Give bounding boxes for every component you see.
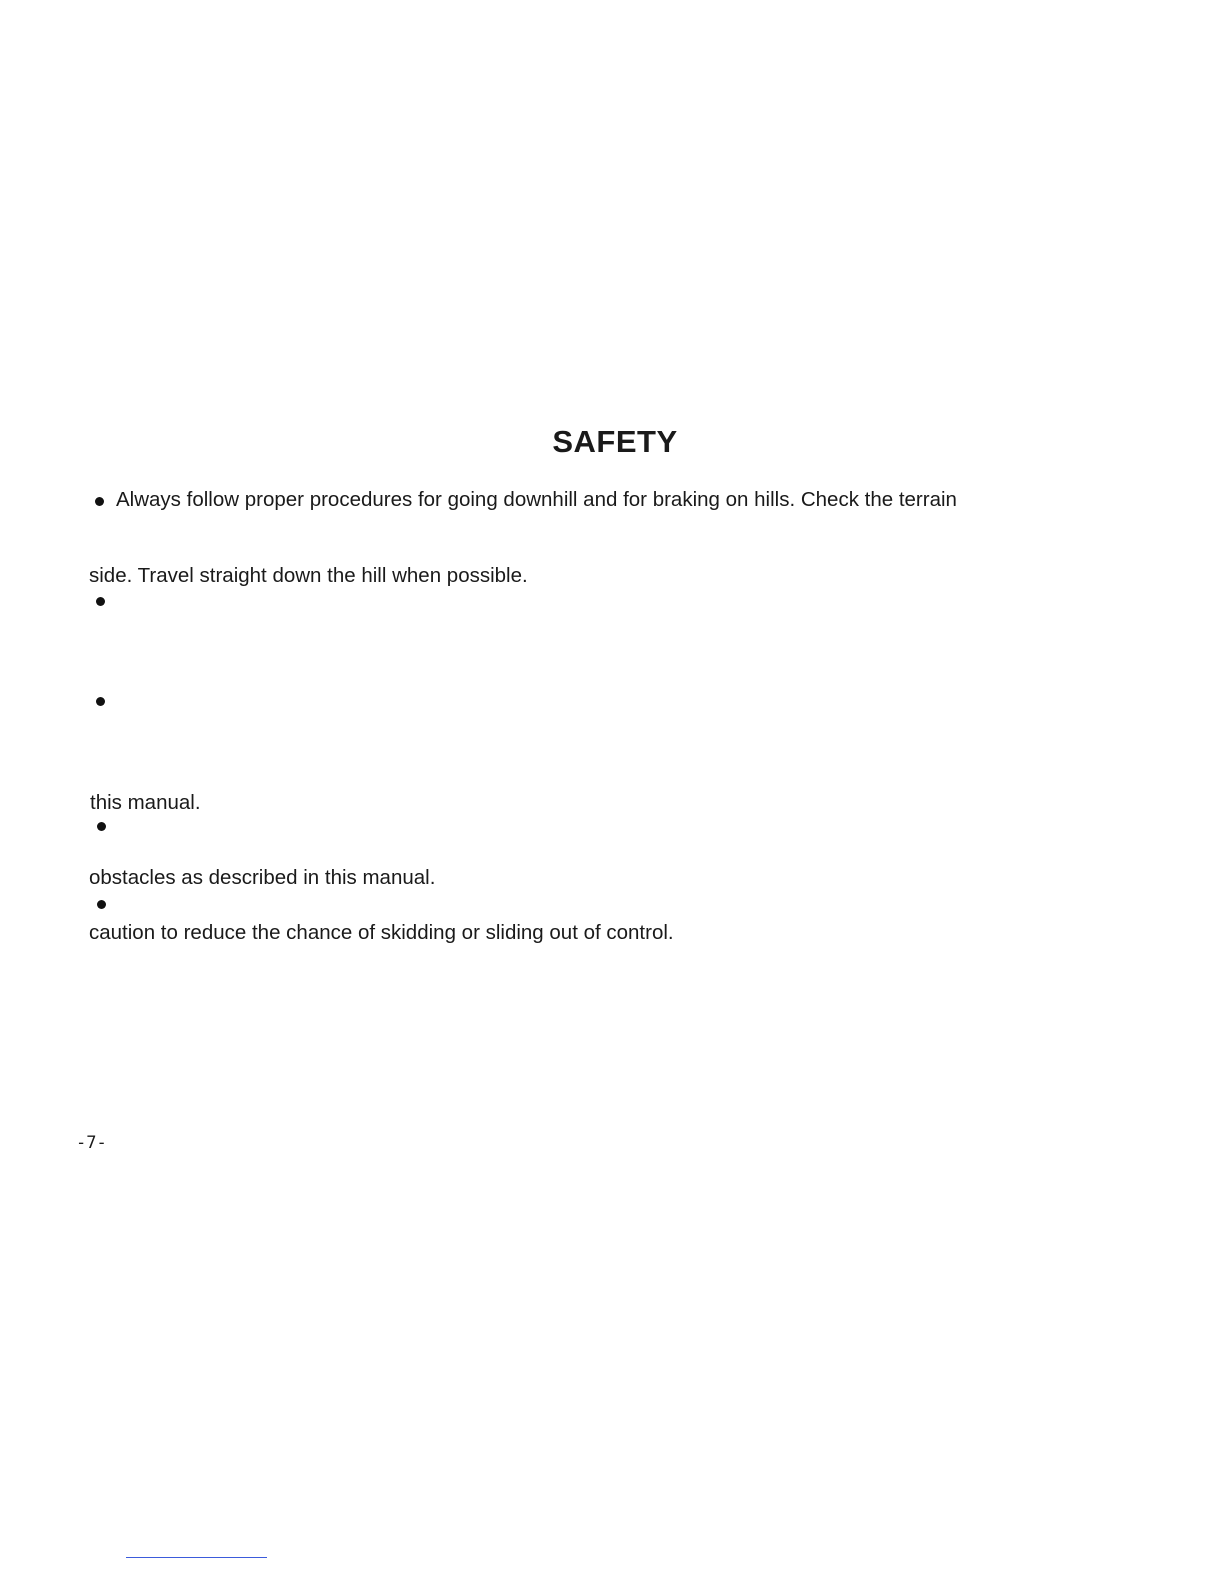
text-line-1: Always follow proper procedures for going downhill and for braking on hills. Check the terrain <box>116 488 957 511</box>
bullet-icon <box>96 697 105 706</box>
bullet-icon <box>97 822 106 831</box>
bullet-icon <box>97 900 106 909</box>
page-title: SAFETY <box>552 424 678 459</box>
text-line-4: obstacles as described in this manual. <box>89 866 436 889</box>
text-line-3: this manual. <box>90 791 201 814</box>
text-line-5: caution to reduce the chance of skidding or sliding out of control. <box>89 921 674 944</box>
footer-rule <box>126 1557 267 1558</box>
text-line-2: side. Travel straight down the hill when possible. <box>89 564 528 587</box>
bullet-icon <box>95 497 104 506</box>
bullet-icon <box>96 597 105 606</box>
page-number: -7- <box>76 1133 107 1153</box>
